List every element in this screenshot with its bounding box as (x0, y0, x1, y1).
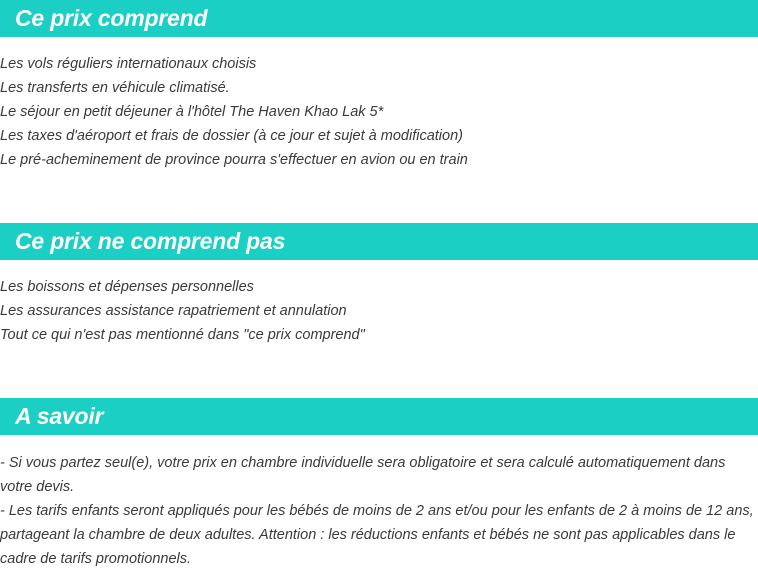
excludes-item: Les assurances assistance rapatriement et annulation (0, 303, 347, 319)
includes-item: Le pré-acheminement de province pourra s'effectuer en avion ou en train (0, 152, 468, 168)
section-header-includes (0, 0, 758, 37)
info-text (0, 451, 755, 571)
excludes-item: Tout ce qui n'est pas mentionné dans "ce prix comprend" (0, 327, 365, 343)
includes-item: Les vols réguliers internationaux choisis (0, 56, 257, 72)
includes-list (0, 52, 758, 172)
section-header-info (0, 398, 758, 435)
section-title-includes: Ce prix comprend (15, 5, 208, 31)
section-title-excludes: Ce prix ne comprend pas (15, 228, 286, 254)
excludes-item: Les boissons et dépenses personnelles (0, 279, 254, 295)
info-paragraph: - Si vous partez seul(e), votre prix en chambre individuelle sera obligatoire et sera calculé automatiquement dans votre devis. (0, 455, 726, 495)
includes-item: Les transferts en véhicule climatisé. (0, 80, 230, 96)
section-title-info: A savoir (15, 403, 104, 429)
section-header-excludes (0, 223, 758, 260)
includes-item: Le séjour en petit déjeuner à l'hôtel The Haven Khao Lak 5* (0, 104, 384, 120)
excludes-list (0, 275, 758, 347)
includes-item: Les taxes d'aéroport et frais de dossier (à ce jour et sujet à modification) (0, 128, 463, 144)
info-paragraph: - Les tarifs enfants seront appliqués pour les bébés de moins de 2 ans et/ou pour les enfants de 2 à moins de 12 ans, partageant la chambre de deux adultes. Attention : les réductions enfants et bébés ne sont pas applicables dans le cadre de tarifs promotionnels. (0, 503, 754, 567)
